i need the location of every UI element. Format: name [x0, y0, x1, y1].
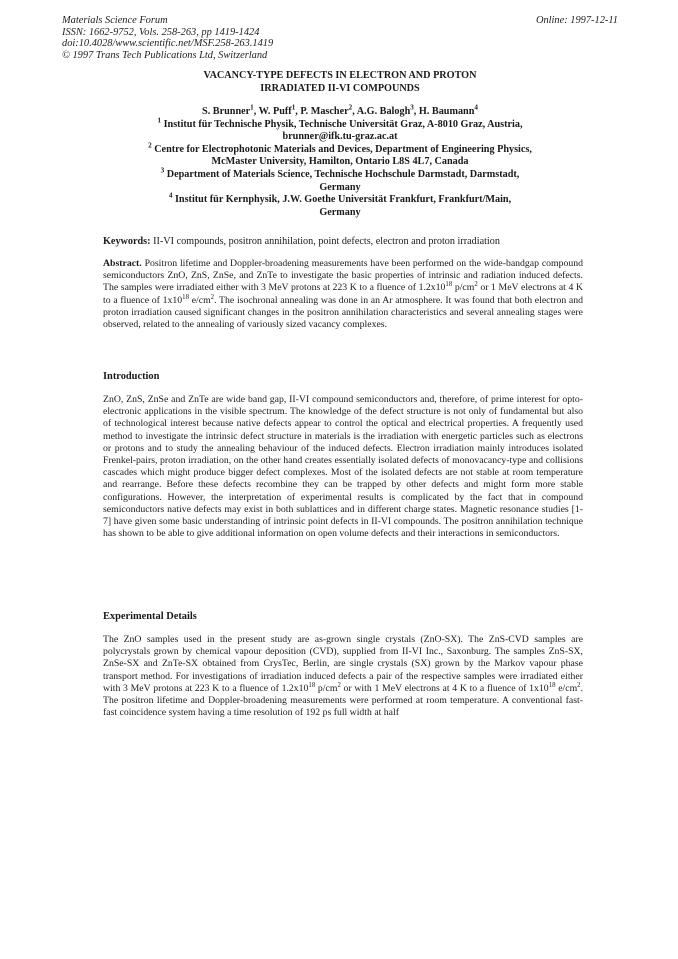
- online-date: Online: 1997-12-11: [535, 15, 618, 26]
- title-line: VACANCY-TYPE DEFECTS IN ELECTRON AND PROTON: [203, 70, 477, 81]
- affiliation-text: brunner@ifk.tu-graz.ac.at: [282, 131, 398, 143]
- author-name: W. Puff: [258, 106, 292, 117]
- affiliation: [62, 141, 618, 169]
- experimental-segment: The ZnO samples used in the present study are as-grown single crystals (ZnO-SX). The ZnS-CVD samples are polycrystals grown by chemical vapour deposition (CVD), supplied from II-VI Inc., Saxonburg. The samples ZnS-SX, ZnSe-SX and ZnTe-SX obtained from CrysTec, Berlin, are single crystals (SX) grown by the Markov vapour phase transport method. For investigations of irradiation induced defects a pair of the respective samples were irradiated either with 3 MeV protons at 223 K to a fluence of 1.2x10: [103, 634, 583, 694]
- experimental-text: [103, 634, 583, 719]
- author-block: [62, 103, 618, 219]
- affiliation-text: Institut für Technische Physik, Technische Universität Graz, A-8010 Graz, Austria,: [163, 118, 523, 130]
- affiliation-text: Institut für Kernphysik, J.W. Goethe Universität Frankfurt, Frankfurt/Main,: [174, 194, 512, 206]
- keywords-label: Keywords:: [103, 236, 151, 247]
- superscript: 2: [474, 281, 478, 289]
- affiliation-line: [62, 182, 618, 195]
- affiliation: [62, 166, 618, 194]
- affiliation: [62, 191, 618, 219]
- keywords: [103, 236, 583, 249]
- abstract-segment: e/cm: [188, 294, 211, 306]
- affiliation-text: Centre for Electrophotonic Materials and Devices, Department of Engineering Physics,: [154, 143, 532, 155]
- author-name: P. Mascher: [300, 106, 349, 117]
- abstract-segment: p/cm: [452, 282, 475, 294]
- affiliation-line: [62, 207, 618, 220]
- affiliation-line: [62, 116, 618, 132]
- affiliation-mark: 1: [157, 116, 162, 125]
- author-list: S. Brunner$^1$, W. Puff$^1$, P. Mascher$^2$, A.G. Balogh$^3$, H. Baumann$^4$: [202, 103, 478, 117]
- superscript: 18: [182, 293, 189, 301]
- affiliation-mark: 2: [148, 141, 152, 150]
- doi-line: doi:10.4028/www.scientific.net/MSF.258-263.1419: [62, 38, 274, 50]
- journal-header: [62, 15, 618, 61]
- affiliation-line: [62, 191, 618, 207]
- author-affiliation-mark: 1: [291, 103, 296, 112]
- affiliation-line: [62, 166, 618, 182]
- experimental-segment: p/cm: [315, 682, 338, 694]
- author-name: S. Brunner: [202, 106, 251, 117]
- affiliation-mark: 3: [160, 166, 165, 175]
- experimental-heading: Experimental Details: [103, 611, 197, 622]
- author-affiliation-mark: 4: [474, 103, 478, 112]
- superscript: 2: [337, 681, 341, 689]
- affiliation-text: Germany: [319, 181, 361, 193]
- introduction-text: ZnO, ZnS, ZnSe and ZnTe are wide band gap, II-VI compound semiconductors and, therefore, of prime interest for opto-electronic applications in the visible spectrum. The knowledge of the defect structure is not only of fundamental but also of technological interest because native defects appear to control the optical and electrical properties. A frequently used method to investigate the intrinsic defect structure in materials is the irradiation with energetic particles such as electrons or protons and to study the annealing behaviour of the induced defects. Electron irradiation mainly introduces isolated Frenkel-pairs, proton irradiation, on the other hand creates essentially isolated defects of monovacancy-type and collisions cascades which might produce bigger defect complexes. Most of the isolated defects are not stable at room temperature and rearrange. Before these defects recombine they can be trapped by other defects and might form more stable configurations. However, the interpretation of experimental results is complicated by the fact that in compound semiconductors native defects may exist in both sublattices and in different charge states. Magnetic resonance studies [1-7] have given some basic understanding of intrinsic point defects in II-VI compounds. The positron annihilation technique has shown to be able to give additional information on open volume defects and their interactions in semiconductors.: [103, 394, 583, 540]
- abstract-label: Abstract.: [103, 258, 142, 269]
- affiliation-line: [62, 141, 618, 157]
- author-name: H. Baumann: [418, 106, 475, 117]
- affiliation-line: [62, 156, 618, 169]
- affiliation-text: Department of Materials Science, Technische Hochschule Darmstadt, Darmstadt,: [166, 168, 520, 180]
- author-affiliation-mark: 1: [250, 103, 254, 112]
- affiliation: [62, 116, 618, 144]
- paper-title: [62, 70, 618, 95]
- author-affiliation-mark: 2: [348, 103, 353, 112]
- experimental-segment: or with 1 MeV electrons at 4 K to a fluence of 1x10: [340, 682, 549, 694]
- superscript: 18: [548, 681, 556, 689]
- abstract-text: [103, 258, 583, 330]
- experimental-segment: . The positron lifetime and Doppler-broadening measurements were performed at room temperature. A conventional fast-fast coincidence system having a time resolution of 192 ps full width at half: [103, 682, 584, 719]
- abstract: [103, 258, 583, 331]
- journal-name: Materials Science Forum: [62, 15, 168, 26]
- issn-line: ISSN: 1662-9752, Vols. 258-263, pp 1419-1424: [62, 26, 260, 38]
- superscript: 2: [210, 293, 215, 301]
- introduction-heading: Introduction: [103, 371, 160, 382]
- keywords-text: II-VI compounds, positron annihilation, point defects, electron and proton irradiation: [153, 236, 500, 247]
- title-line: IRRADIATED II-VI COMPOUNDS: [260, 82, 420, 94]
- abstract-segment: . The isochronal annealing was done in an Ar atmosphere. It was found that both electron and proton irradiation caused significant changes in the positron annihilation characteristics and several annealing stages were observed, related to the annealing of variously sized vacancy complexes.: [103, 294, 583, 331]
- affiliation-list: [62, 116, 618, 220]
- superscript: 18: [308, 681, 316, 689]
- superscript: 2: [577, 681, 581, 689]
- affiliation-line: [62, 131, 618, 144]
- affiliation-text: McMaster University, Hamilton, Ontario L8S 4L7, Canada: [211, 156, 469, 168]
- author-affiliation-mark: 3: [410, 103, 414, 112]
- author-name: A.G. Balogh: [356, 106, 411, 117]
- superscript: 18: [445, 281, 453, 289]
- abstract-segment: or 1 MeV electrons at 4 K to a fluence of 1x10: [103, 282, 583, 306]
- affiliation-mark: 4: [168, 191, 173, 200]
- abstract-segment: Positron lifetime and Doppler-broadening measurements have been performed on the wide-bandgap compound semiconductors ZnO, ZnS, ZnSe, and ZnTe to investigate the basic properties of intrinsic and radiation induced defects. The samples were irradiated either with 3 MeV protons at 223 K to a fluence of 1.2x10: [103, 258, 583, 294]
- copyright-line: © 1997 Trans Tech Publications Ltd, Switzerland: [62, 49, 268, 61]
- experimental-segment: e/cm: [555, 682, 578, 694]
- affiliation-text: Germany: [319, 206, 361, 218]
